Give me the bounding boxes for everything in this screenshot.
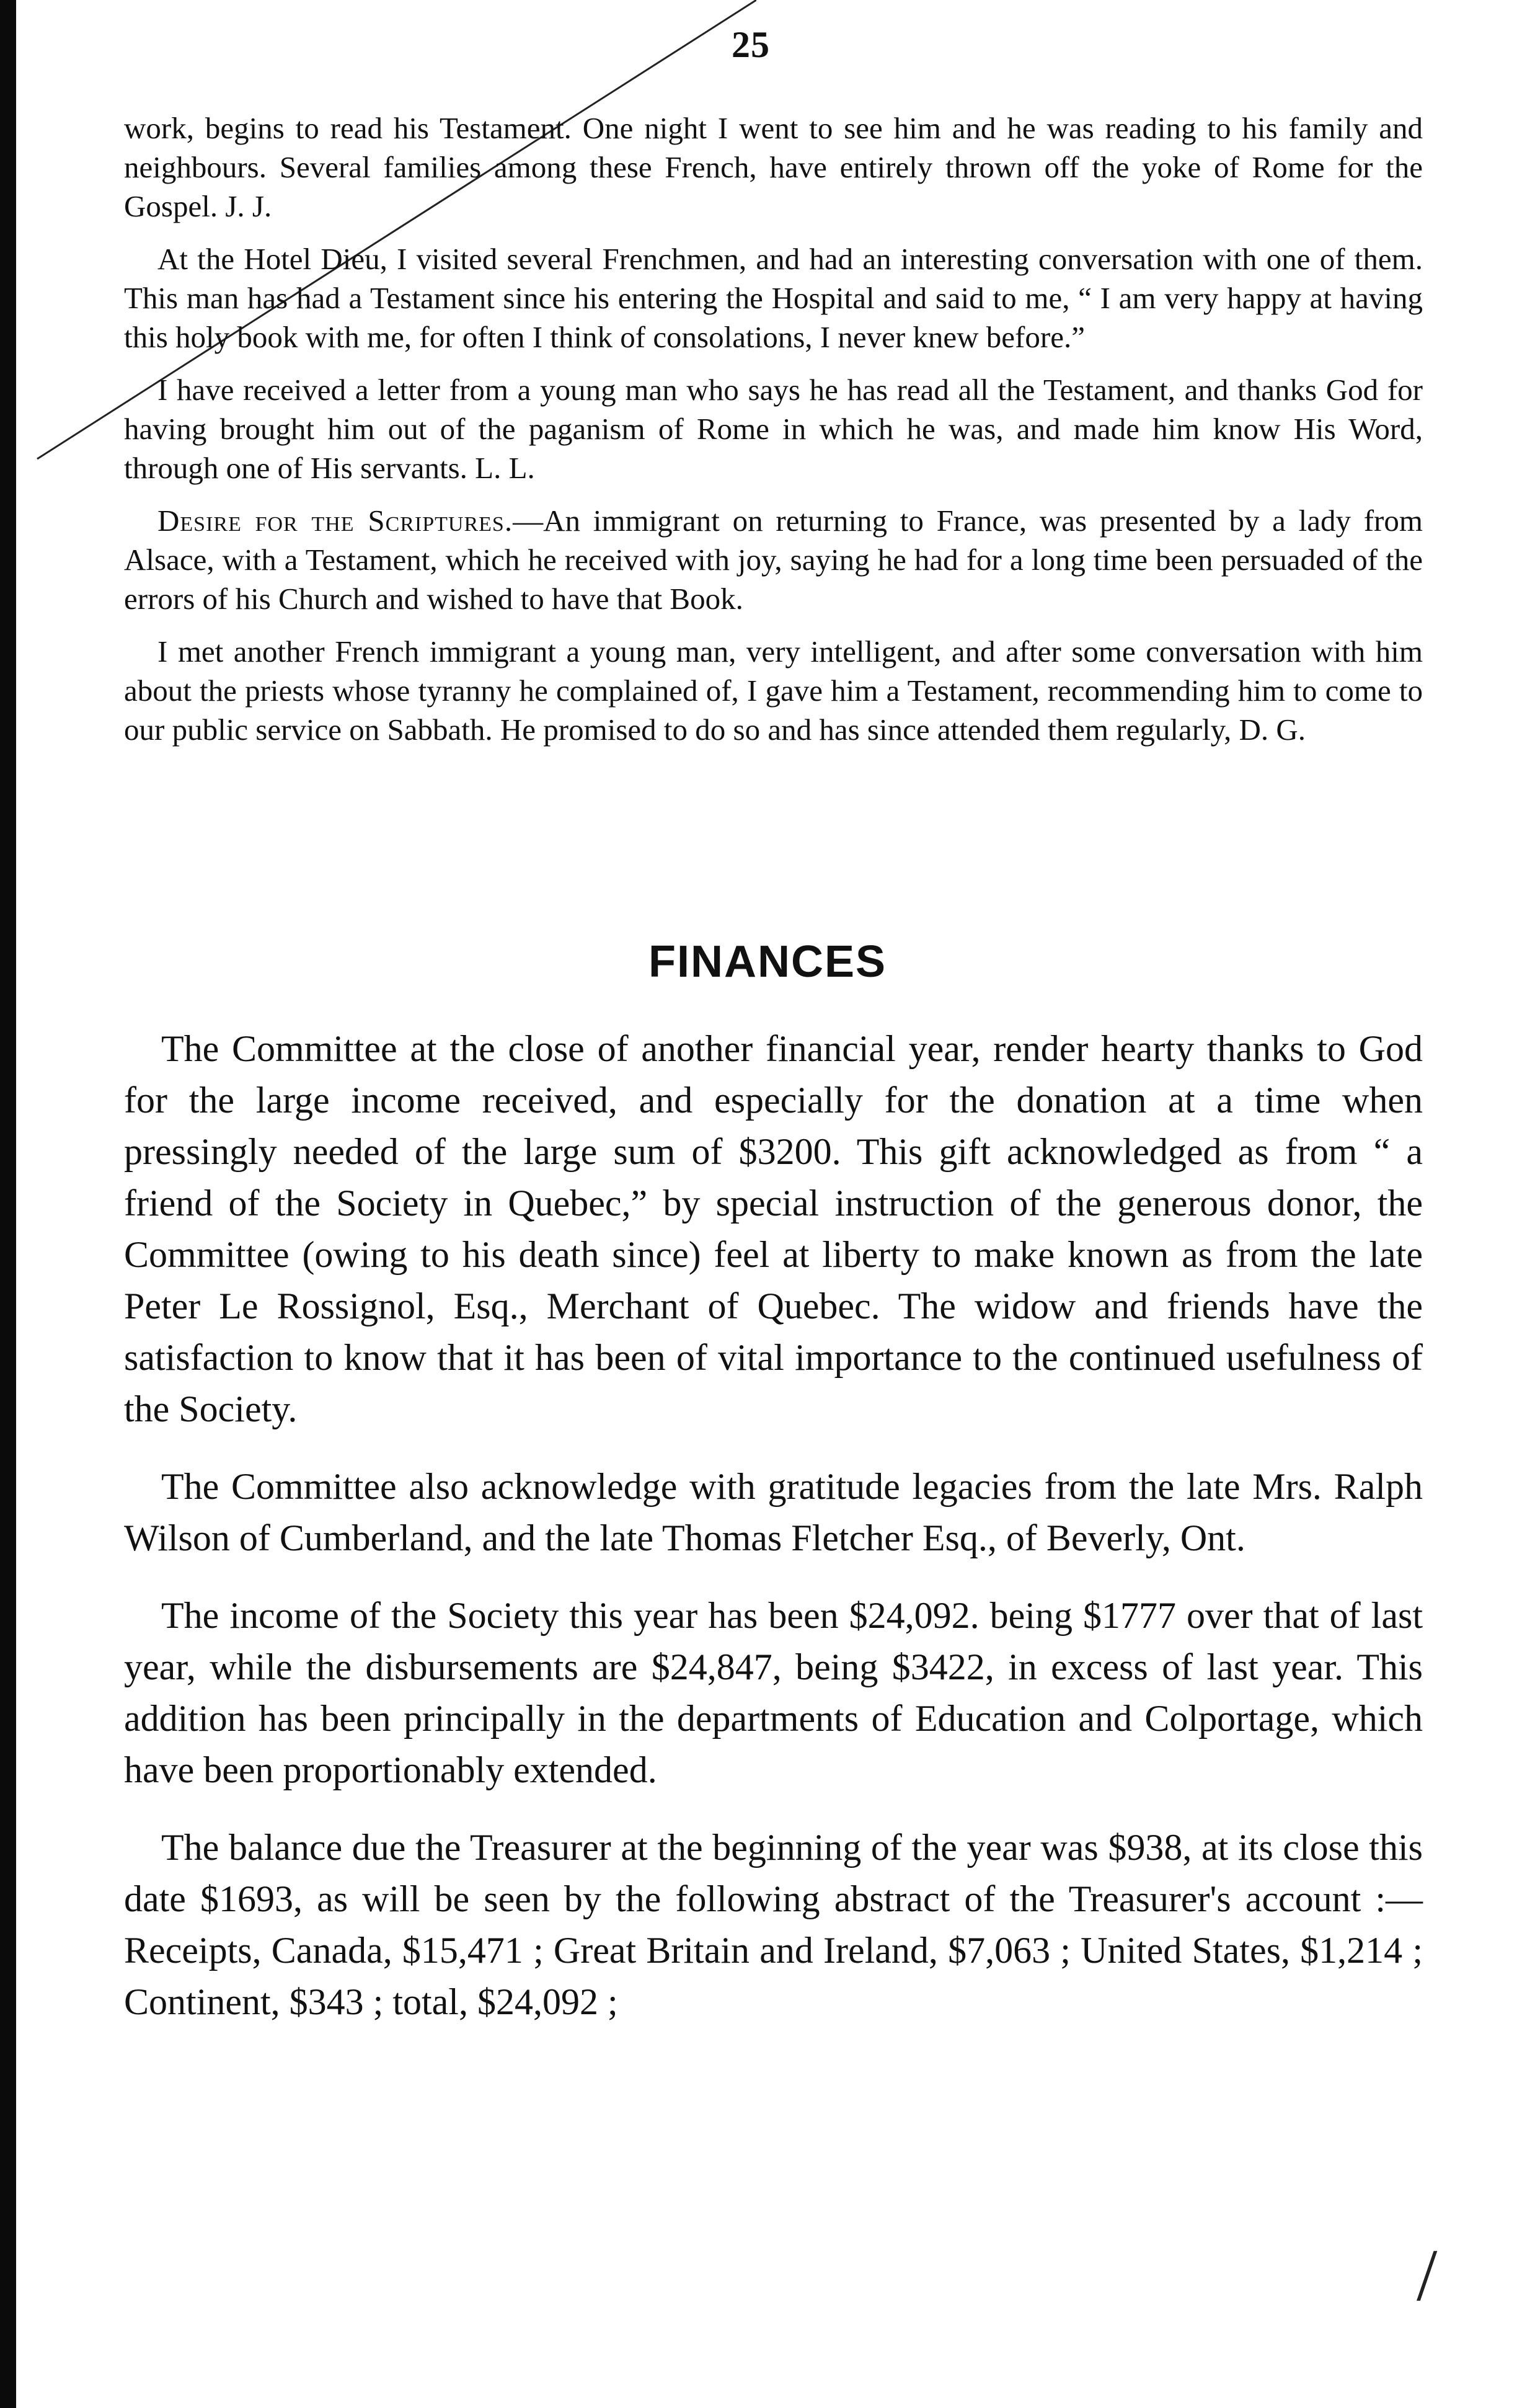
finances-paragraph-1: The Committee at the close of another financial year, render hearty thanks to God for the large income received, and especially for the donation at a time when pressingly needed of the large sum of $3200. This gift acknowledged as from “ a friend of the Society in Quebec,” by special instruction of the generous donor, the Committee (owing to his death since) feel at liberty to make known as from the late Peter Le Rossignol, Esq., Merchant of Quebec. The widow and friends have the satisfaction to know that it has been of vital importance to the continued usefulness of the Society.: [124, 1028, 1423, 1429]
finances-section: [124, 1023, 1423, 2054]
report-paragraph-4-text: —An immigrant on returning to France, was presented by a lady from Alsace, with a Testament, which he received with joy, saying he had for a long time been persuaded of the errors of his Church and wished to have that Book.: [124, 504, 1423, 616]
corner-mark: /: [1417, 2234, 1438, 2316]
finances-paragraph-2: The Committee also acknowledge with gratitude legacies from the late Mrs. Ralph Wilson of Cumberland, and the late Thomas Fletcher Esq., of Beverly, Ont.: [124, 1466, 1423, 1558]
scan-edge-bar: [0, 0, 16, 2408]
finances-paragraph-3: The income of the Society this year has been $24,092. being $1777 over that of last year, while the disbursements are $24,847, being $3422, in excess of last year. This addition has been principally in the departments of Education and Colportage, which have been proportionably extended.: [124, 1595, 1423, 1790]
finances-paragraph-4: The balance due the Treasurer at the beginning of the year was $938, at its close this date $1693, as will be seen by the following abstract of the Treasurer's account :—Receipts, Canada, $15,471 ; Great Britain and Ireland, $7,063 ; United States, $1,214 ; Continent, $343 ; total, $24,092 ;: [124, 1827, 1423, 2022]
page-number: 25: [732, 24, 770, 65]
report-paragraph-3: I have received a letter from a young man who says he has read all the Testament, and thanks God for having brought him out of the paganism of Rome in which he was, and made him know His Word, through one of His servants. L. L.: [124, 373, 1423, 485]
report-paragraph-4: [124, 501, 1423, 618]
report-paragraph-1: work, begins to read his Testament. One night I went to see him and he was reading to his family and neighbours. Several families among these French, have entirely thrown off the yoke of Rome for the Gospel. J. J.: [124, 111, 1423, 223]
reports-section: [124, 109, 1423, 763]
report-paragraph-5: I met another French immigrant a young man, very intelligent, and after some conversation with him about the priests whose tyranny he complained of, I gave him a Testament, recommending him to come to our public service on Sabbath. He promised to do so and has since attended them regularly, D. G.: [124, 634, 1423, 747]
report-paragraph-2: At the Hotel Dieu, I visited several Frenchmen, and had an interesting conversation with one of them. This man has had a Testament since his entering the Hospital and said to me, “ I am very happy at having this holy book with me, for often I think of consolations, I never knew before.”: [124, 242, 1423, 354]
finances-heading: FINANCES: [648, 937, 887, 987]
report-lead-heading: Desire for the Scriptures.: [157, 504, 513, 538]
